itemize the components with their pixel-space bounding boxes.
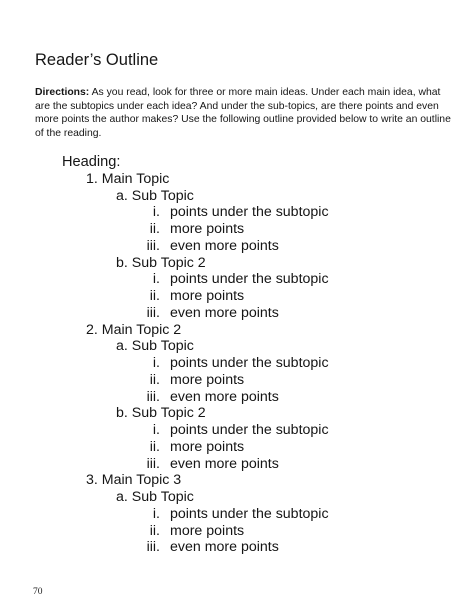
point-item [132, 372, 244, 389]
point-numeral: iii. [146, 455, 160, 472]
point-item [132, 204, 329, 221]
sub-topic-letter: a. [116, 338, 128, 355]
point-item [132, 422, 329, 439]
sub-topic-letter: b. [116, 254, 128, 271]
sub-topic-letter: a. [116, 489, 128, 505]
point-item [132, 288, 244, 305]
main-topic-number: 3. [86, 472, 98, 489]
sub-topic [116, 338, 194, 355]
point-item [132, 238, 279, 255]
sub-topic [116, 489, 194, 506]
main-topic-label: Main Topic 3 [101, 472, 182, 489]
point-text: points under the subtopic [170, 355, 329, 371]
page-number: 70 [33, 587, 43, 597]
directions-text: As you read, look for three or more main ideas. Under each main idea, what are the subtopics under each idea? And under the sub-topics, are there points and even more points the author makes? Use the following outline provided below to write an outline of the reading. [35, 87, 451, 139]
directions-paragraph [35, 86, 455, 140]
point-text: even more points [170, 388, 279, 405]
point-text: even more points [170, 539, 279, 556]
main-topic [86, 171, 169, 188]
point-numeral: ii. [149, 371, 160, 388]
point-numeral: ii. [149, 522, 160, 539]
point-numeral: ii. [149, 438, 160, 455]
point-item [132, 523, 244, 540]
sub-topic [116, 255, 206, 272]
sub-topic-label: Sub Topic 2 [131, 405, 206, 422]
point-numeral: i. [152, 505, 160, 522]
sub-topic-label: Sub Topic 2 [131, 254, 206, 271]
point-text: more points [170, 438, 245, 455]
point-item [132, 355, 329, 372]
point-numeral: i. [152, 204, 160, 221]
sub-topic-label: Sub Topic [131, 489, 194, 505]
sub-topic-letter: a. [116, 187, 128, 204]
sub-topic-label: Sub Topic [131, 338, 194, 355]
point-text: even more points [170, 455, 279, 472]
point-item [132, 389, 279, 406]
point-text: more points [170, 221, 245, 237]
outline-heading-text: Heading: [62, 154, 121, 170]
point-item [132, 271, 329, 288]
point-numeral: iii. [146, 237, 160, 254]
sub-topic-letter: b. [116, 405, 128, 422]
point-numeral: ii. [149, 221, 160, 237]
main-topic [86, 472, 181, 489]
point-numeral: ii. [149, 288, 160, 304]
point-text: points under the subtopic [170, 271, 329, 288]
point-numeral: iii. [146, 539, 160, 556]
sub-topic-label: Sub Topic [131, 187, 194, 204]
point-numeral: i. [152, 422, 160, 438]
point-item [132, 305, 279, 322]
point-item [132, 506, 329, 523]
point-text: points under the subtopic [170, 422, 329, 438]
point-text: more points [170, 288, 245, 304]
sub-topic [116, 188, 194, 205]
sub-topic [116, 405, 206, 422]
main-topic-label: Main Topic 2 [101, 321, 182, 338]
point-text: points under the subtopic [170, 204, 329, 221]
point-item [132, 439, 244, 456]
point-numeral: iii. [146, 304, 160, 321]
outline-heading [62, 154, 120, 171]
main-topic-number: 2. [86, 321, 98, 338]
point-numeral: i. [152, 355, 160, 371]
point-numeral: iii. [146, 388, 160, 405]
point-item [132, 221, 244, 238]
point-item [132, 456, 279, 473]
main-topic-number: 1. [86, 170, 98, 187]
page-title: Reader’s Outline [35, 51, 159, 69]
point-text: more points [170, 522, 245, 539]
point-text: even more points [170, 237, 279, 254]
point-text: more points [170, 371, 245, 388]
directions-label: Directions: [35, 87, 90, 98]
point-item [132, 539, 279, 556]
point-text: even more points [170, 304, 279, 321]
point-text: points under the subtopic [170, 505, 329, 522]
main-topic [86, 322, 181, 339]
main-topic-label: Main Topic [101, 170, 170, 187]
point-numeral: i. [152, 271, 160, 288]
